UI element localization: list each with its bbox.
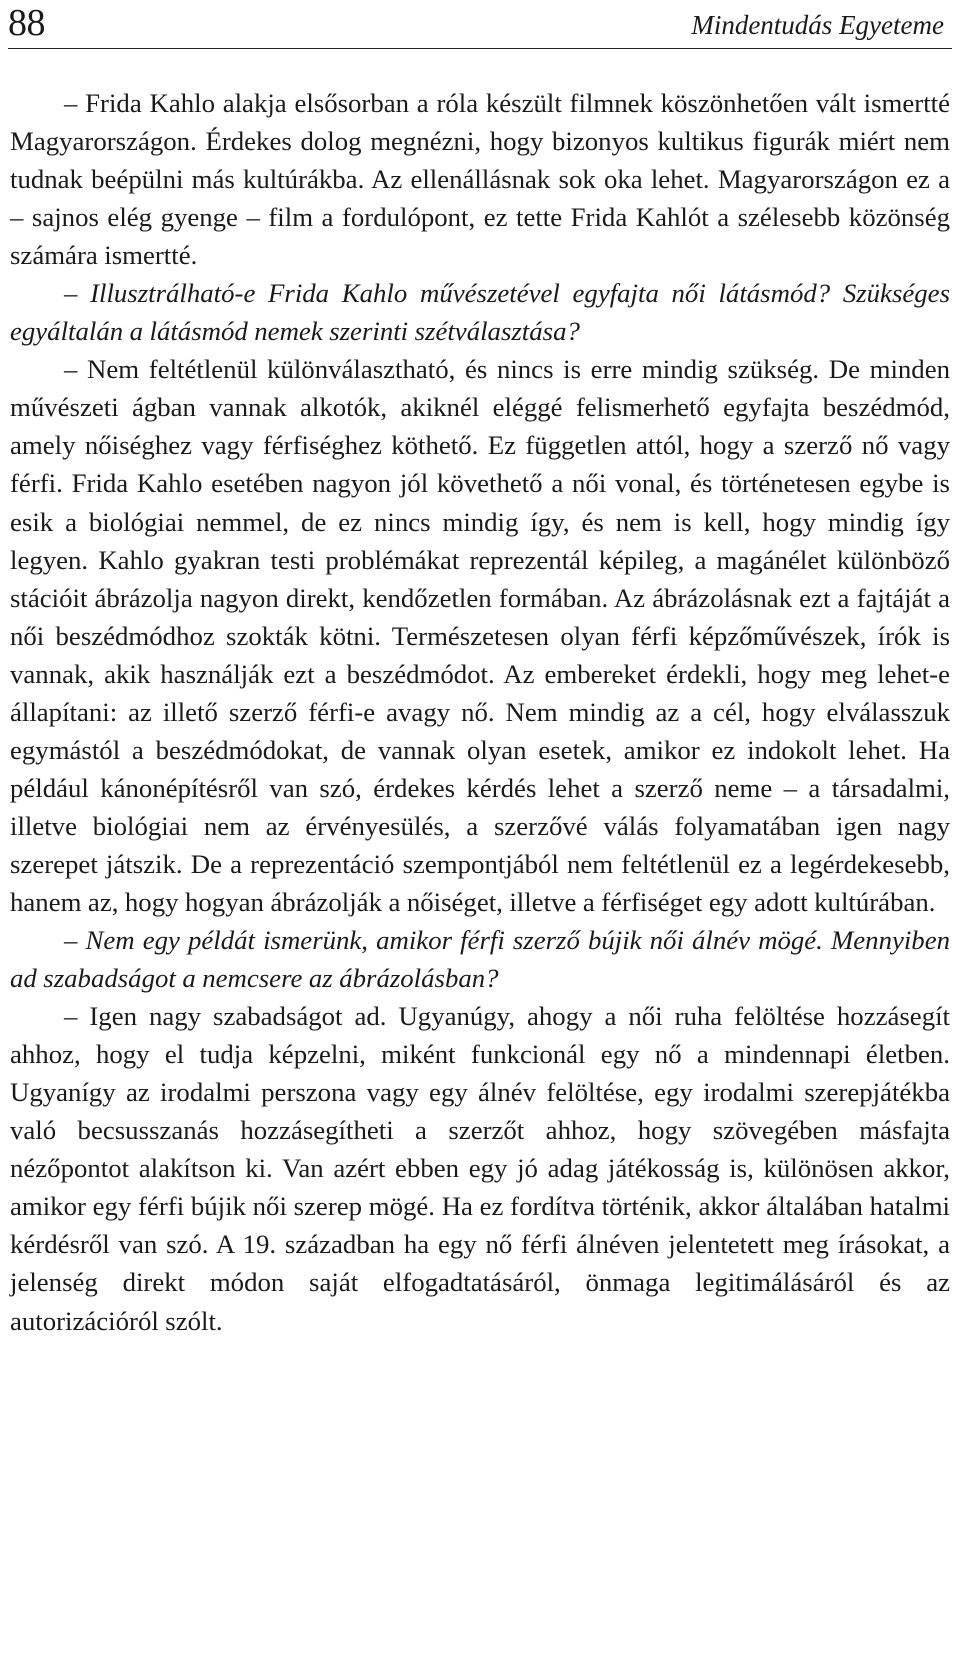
running-title: Mindentudás Egyeteme: [691, 10, 944, 40]
body-text: [10, 84, 950, 1340]
paragraph-answer: – Nem feltétlenül különválasztható, és nincs is erre mindig szükség. De minden művészeti ágban vannak alkotók, akiknél eléggé felismerhető egyfajta beszédmód, amely nőiséghez vagy férfiséghez köthető. Ez független attól, hogy a szerző nő vagy férfi. Frida Kahlo esetében nagyon jól követhető a női vonal, és történetesen egybe is esik a biológiai nemmel, de ez nincs mindig így, és nem is kell, hogy mindig így legyen. Kahlo gyakran testi problémákat reprezentál képileg, a magánélet különböző stációit ábrázolja nagyon direkt, kendőzetlen formában. Az ábrázolásnak ezt a fajtáját a női beszédmódhoz szokták kötni. Természetesen olyan férfi képzőművészek, írók is vannak, akik használják ezt a beszédmódot. Az embereket érdekli, hogy meg lehet-e állapítani: az illető szerző férfi-e avagy nő. Nem mindig az a cél, hogy elválasszuk egymástól a beszédmódokat, de vannak olyan esetek, amikor ez indokolt lehet. Ha például kánonépítésről van szó, érdekes kérdés lehet a szerző neme – a társadalmi, illetve biológiai nem az érvényesülés, a szerzővé válás folyamatában igen nagy szerepet játszik. De a reprezentáció szempontjából nem feltétlenül ez a legérdekesebb, hanem az, hogy hogyan ábrázolják a nőiséget, illetve a férfiséget egy adott kultúrában.: [10, 354, 950, 917]
page-number: 88: [8, 2, 45, 44]
paragraph-question: – Nem egy példát ismerünk, amikor férfi szerző bújik női álnév mögé. Mennyiben ad szabadságot a nemcsere az ábrázolásban?: [10, 925, 950, 994]
paragraph-answer: – Frida Kahlo alakja elsősorban a róla készült filmnek köszönhetően vált ismertté Magyarországon. Érdekes dolog megnézni, hogy bizonyos kultikus figurák miért nem tudnak beépülni más kultúrákba. Az ellenállásnak sok oka lehet. Magyarországon ez a – sajnos elég gyenge – film a fordulópont, ez tette Frida Kahlót a szélesebb közönség számára ismertté.: [10, 88, 950, 271]
paragraph-answer: – Igen nagy szabadságot ad. Ugyanúgy, ahogy a női ruha felöltése hozzásegít ahhoz, hogy el tudja képzelni, miként funkcionál egy nő a mindennapi életben. Ugyanígy az irodalmi perszona vagy egy álnév felöltése, egy irodalmi szerepjátékba való becsusszanás hozzásegítheti a szerzőt ahhoz, hogy szövegében másfajta nézőpontot alakítson ki. Van azért ebben egy jó adag játékosság is, különösen akkor, amikor egy férfi bújik női szerep mögé. Ha ez fordítva történik, akkor általában hatalmi kérdésről van szó. A 19. században ha egy nő férfi álnéven jelentetett meg írásokat, a jelenség direkt módon saját elfogadtatásáról, önmaga legitimálásáról és az autorizációról szólt.: [10, 1001, 950, 1336]
page-header: [8, 0, 952, 49]
paragraph-question: – Illusztrálható-e Frida Kahlo művészetével egyfajta női látásmód? Szükséges egyáltalán a látásmód nemek szerinti szétválasztása?: [10, 278, 950, 347]
